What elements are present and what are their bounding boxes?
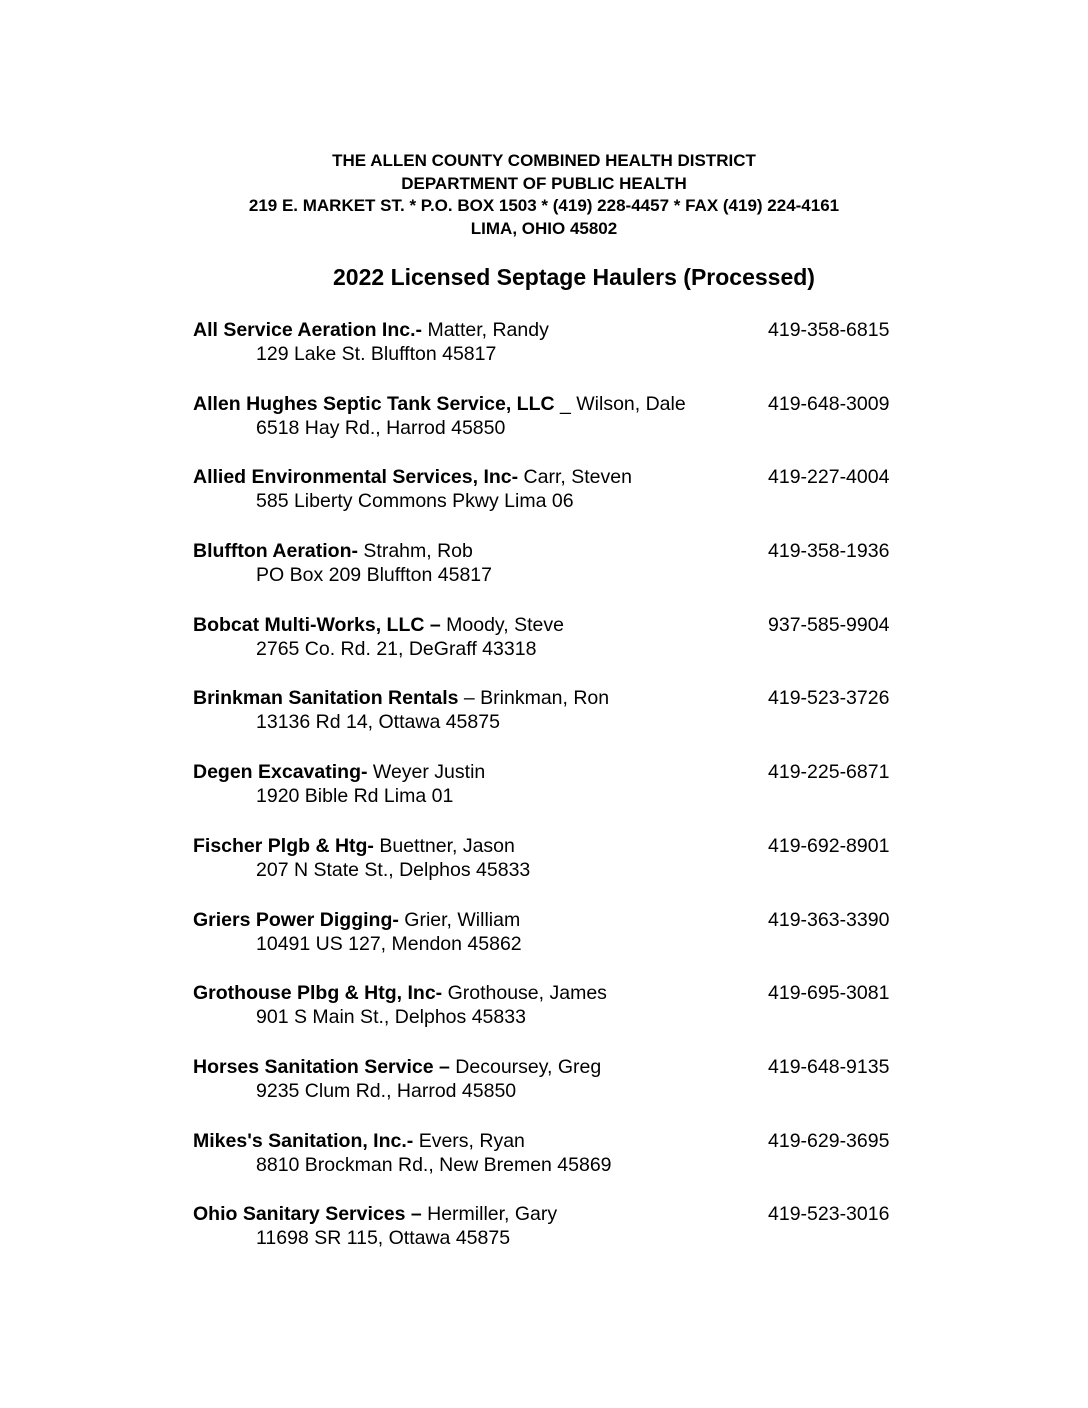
company-name: Bluffton Aeration- [193, 540, 358, 563]
contact-name: Matter, Randy [422, 319, 549, 341]
list-item [193, 760, 913, 834]
company-name: All Service Aeration Inc.- [193, 319, 423, 341]
phone-number: 419-648-3009 [768, 392, 890, 415]
phone-number: 419-695-3081 [768, 982, 890, 1005]
phone-number: 937-585-9904 [768, 613, 890, 636]
list-item [193, 1129, 913, 1203]
phone-number: 419-358-6815 [768, 319, 890, 341]
company-name: Griers Power Digging- [193, 908, 399, 931]
contact-name: Buettner, Jason [373, 834, 515, 857]
address: 2765 Co. Rd. 21, DeGraff 43318 [256, 637, 537, 660]
city-line: LIMA, OHIO 45802 [470, 218, 618, 238]
contact-name: Carr, Steven [518, 466, 632, 489]
company-name: Degen Excavating- [193, 761, 368, 784]
phone-number: 419-358-1936 [768, 540, 890, 563]
list-item [193, 686, 913, 760]
contact-name: – Brinkman, Ron [458, 687, 610, 710]
address: 207 N State St., Delphos 45833 [256, 858, 531, 881]
list-item [193, 834, 913, 908]
contact-name: Grier, William [398, 908, 521, 931]
address: 6518 Hay Rd., Harrod 45850 [256, 416, 506, 439]
list-item [193, 539, 913, 613]
company-name: Allen Hughes Septic Tank Service, LLC [193, 392, 555, 415]
list-item [193, 981, 913, 1055]
list-item [193, 1055, 913, 1129]
address: 11698 SR 115, Ottawa 45875 [256, 1227, 511, 1250]
contact-name: Strahm, Rob [358, 540, 473, 563]
organization-name: THE ALLEN COUNTY COMBINED HEALTH DISTRICT [332, 151, 756, 170]
company-name: Mikes's Sanitation, Inc.- [193, 1129, 414, 1152]
list-item [193, 908, 913, 982]
company-name: Allied Environmental Services, Inc- [193, 466, 519, 489]
address: 129 Lake St. Bluffton 45817 [256, 343, 497, 365]
company-name: Grothouse Plbg & Htg, Inc- [193, 982, 443, 1005]
phone-number: 419-227-4004 [768, 466, 890, 489]
phone-number: 419-648-9135 [768, 1055, 890, 1078]
company-name: Bobcat Multi-Works, LLC – [193, 613, 441, 636]
phone-number: 419-692-8901 [768, 834, 890, 857]
address: 901 S Main St., Delphos 45833 [256, 1006, 526, 1029]
phone-number: 419-225-6871 [768, 761, 890, 784]
company-name: Horses Sanitation Service – [193, 1055, 450, 1078]
company-name: Fischer Plgb & Htg- [193, 834, 374, 857]
phone-number: 419-363-3390 [768, 908, 890, 931]
contact-line: 219 E. MARKET ST. * P.O. BOX 1503 * (419) 228-4457 * FAX (419) 224-4161 [248, 196, 840, 215]
contact-name: Decoursey, Greg [449, 1055, 602, 1078]
address: 13136 Rd 14, Ottawa 45875 [256, 711, 500, 734]
phone-number: 419-629-3695 [768, 1129, 890, 1152]
address: 9235 Clum Rd., Harrod 45850 [256, 1079, 517, 1102]
letterhead [0, 150, 1088, 240]
list-item [193, 392, 913, 466]
contact-name: Hermiller, Gary [421, 1203, 558, 1226]
list-item [193, 613, 913, 687]
address: 1920 Bible Rd Lima 01 [256, 785, 454, 808]
list-item [193, 318, 913, 392]
hauler-list [193, 318, 913, 1276]
address: 8810 Brockman Rd., New Bremen 45869 [256, 1153, 612, 1176]
address: 10491 US 127, Mendon 45862 [256, 932, 522, 955]
address: 585 Liberty Commons Pkwy Lima 06 [256, 490, 574, 513]
list-item [193, 1202, 913, 1276]
contact-name: Evers, Ryan [413, 1129, 525, 1152]
company-name: Brinkman Sanitation Rentals [193, 687, 459, 710]
contact-name: Grothouse, James [442, 982, 607, 1005]
document-title: 2022 Licensed Septage Haulers (Processed) [333, 264, 815, 290]
phone-number: 419-523-3726 [768, 687, 890, 710]
department-name: DEPARTMENT OF PUBLIC HEALTH [401, 173, 687, 193]
contact-name: Moody, Steve [440, 613, 564, 636]
list-item [193, 465, 913, 539]
contact-name: Weyer Justin [367, 761, 486, 784]
contact-name: _ Wilson, Dale [554, 392, 686, 415]
phone-number: 419-523-3016 [768, 1203, 890, 1226]
company-name: Ohio Sanitary Services – [193, 1203, 422, 1226]
address: PO Box 209 Bluffton 45817 [256, 564, 492, 587]
